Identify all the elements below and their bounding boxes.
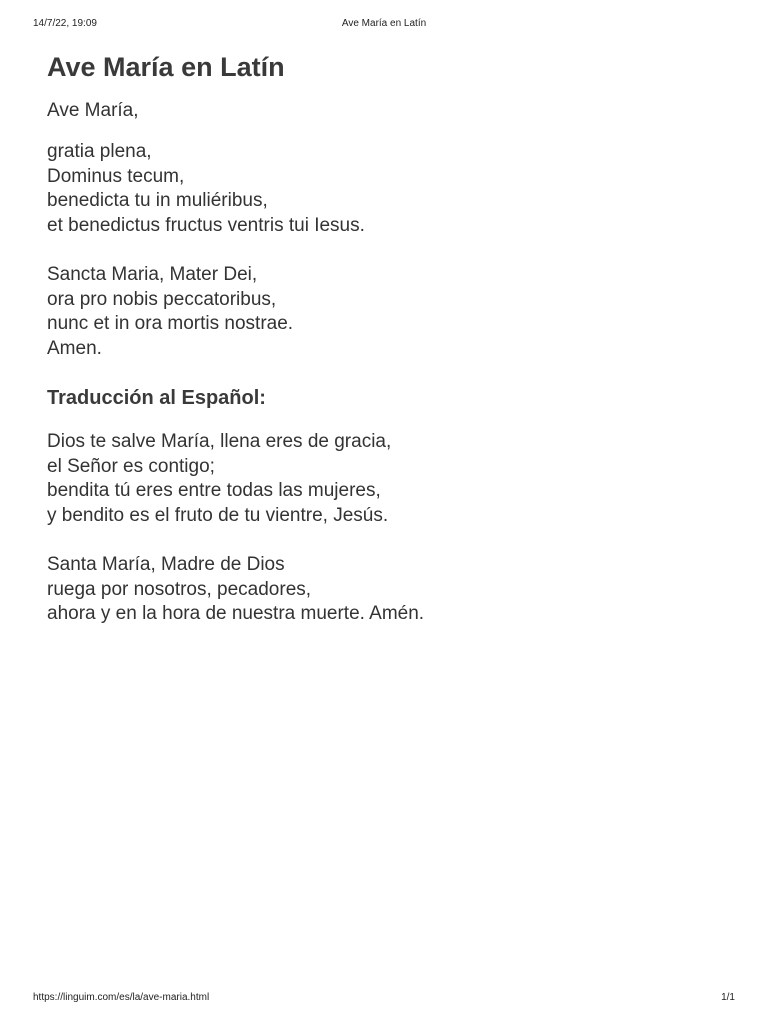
print-footer <box>33 992 735 1006</box>
verse-line: nunc et in ora mortis nostrae. <box>47 313 294 334</box>
verse-line: ahora y en la hora de nuestra muerte. Amén. <box>47 603 425 624</box>
verse-line: bendita tú eres entre todas las mujeres, <box>47 480 381 501</box>
latin-stanza-1 <box>47 140 727 238</box>
verse-line: ora pro nobis peccatoribus, <box>47 288 277 310</box>
page-title: Ave María en Latín <box>47 52 285 82</box>
print-header <box>33 18 735 32</box>
verse-line: ruega por nosotros, pecadores, <box>47 578 312 600</box>
latin-greeting: Ave María, <box>47 100 139 121</box>
page-number: 1/1 <box>721 992 735 1003</box>
print-doc-title: Ave María en Latín <box>341 18 427 29</box>
verse-line: Sancta Maria, Mater Dei, <box>47 264 258 285</box>
verse-line: Dominus tecum, <box>47 165 185 187</box>
verse-line: Amen. <box>47 337 102 359</box>
verse-line: Dios te salve María, llena eres de gracia, <box>47 431 392 452</box>
spanish-stanza-2 <box>47 553 727 627</box>
latin-stanza-2 <box>47 263 727 361</box>
document-body <box>47 50 727 627</box>
translation-heading: Traducción al Español: <box>47 387 266 409</box>
verse-line: y bendito es el fruto de tu vientre, Jesús. <box>47 504 389 526</box>
verse-line: el Señor es contigo; <box>47 455 215 477</box>
spanish-stanza-1 <box>47 430 727 528</box>
print-datetime: 14/7/22, 19:09 <box>33 18 97 29</box>
verse-line: et benedictus fructus ventris tui Iesus. <box>47 214 365 236</box>
verse-line: gratia plena, <box>47 141 152 162</box>
verse-line: Santa María, Madre de Dios <box>47 554 285 575</box>
print-url: https://linguim.com/es/la/ave-maria.html <box>33 992 210 1003</box>
verse-line: benedicta tu in muliéribus, <box>47 190 268 211</box>
